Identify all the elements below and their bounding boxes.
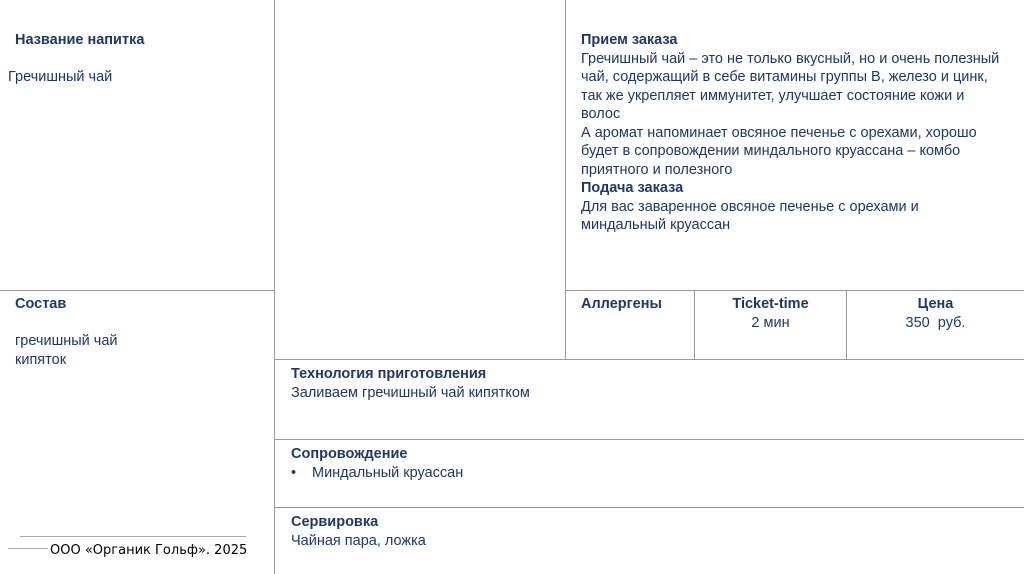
composition-item: кипяток [15,352,67,368]
order-paragraph: А аромат напоминает овсяное печенье с орехами, хорошо будет в сопровождении миндального круассана – комбо приятного и полезного [581,124,977,178]
price-cell [847,295,1024,332]
table-setting-text: Чайная пара, ложка [291,532,426,549]
bullet-icon: • [291,464,297,481]
left-section-divider [0,290,275,291]
info-row-top-divider [565,290,1024,291]
price-value: 350 руб. [905,314,966,331]
technology-label: Технология приготовления [291,366,487,382]
drink-name-label: Название напитка [15,32,145,48]
composition-item: гречишный чай [15,333,118,349]
accompaniment-item: Миндальный круассан [312,464,464,481]
footer-rule-bottom [8,548,48,549]
serving-order-text: Для вас заваренное овсяное печенье с орехами и миндальный круассан [581,198,919,233]
left-column-divider [274,0,275,574]
ticket-time-label: Ticket-time [732,296,809,312]
technology-text: Заливаем гречишный чай кипятком [291,384,530,401]
image-column-divider [565,0,566,360]
order-paragraph: Гречишный чай – это не только вкусный, но и очень полезный чай, содержащий в себе витамины группы В, железо и цинк, так же укрепляет иммунитет, улучшает состояние кожи и волос [581,50,1000,122]
serving-order-label: Подача заказа [581,180,684,196]
footer-company: ООО «Органик Гольф». 2025 [50,543,248,558]
footer-rule-top [20,536,246,537]
drink-name-value: Гречишный чай [8,69,113,85]
table-setting-section [291,513,426,550]
technology-section [291,365,530,402]
accompaniment-divider [274,507,1024,508]
order-label: Прием заказа [581,32,678,48]
allergens-label: Аллергены [581,296,662,312]
list-item [291,464,463,483]
composition-label: Состав [15,296,67,312]
accompaniment-label: Сопровождение [291,446,408,462]
order-description [581,31,1001,235]
ticket-time-value: 2 мин [751,314,790,331]
price-label: Цена [917,296,954,312]
accompaniment-section [291,445,463,482]
technology-divider [274,439,1024,440]
info-row-bottom-divider [274,359,1024,360]
table-setting-label: Сервировка [291,514,379,530]
ticket-time-cell [695,295,846,332]
